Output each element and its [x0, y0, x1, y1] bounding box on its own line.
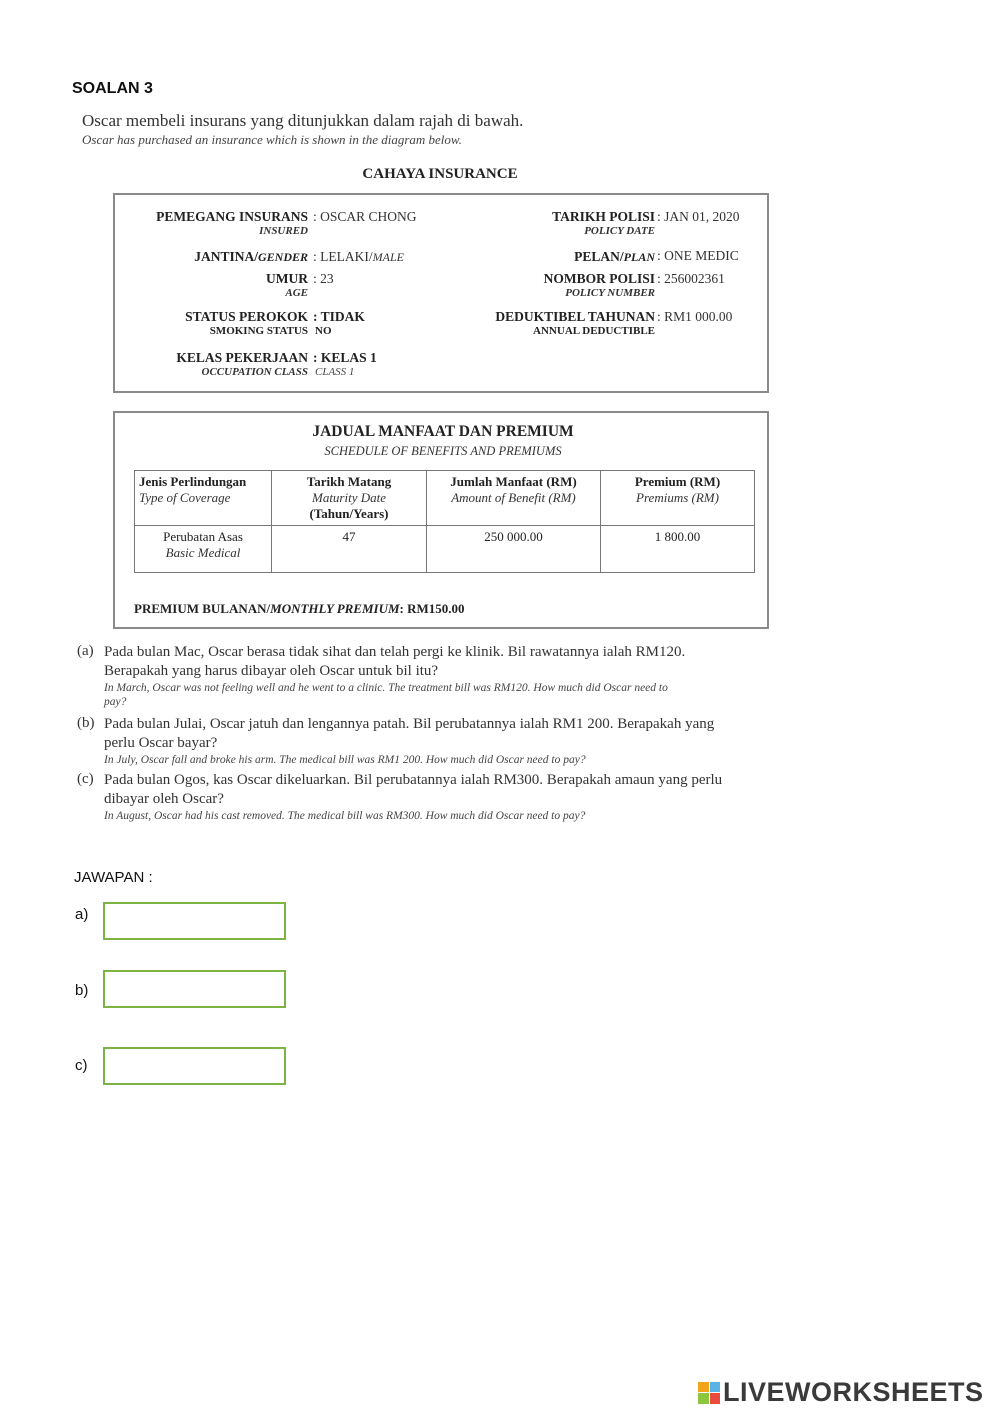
- header-benefit: Jumlah Manfaat (RM) Amount of Benefit (RM): [427, 471, 601, 526]
- header-coverage: Jenis Perlindungan Type of Coverage: [135, 471, 272, 526]
- plan-value: : ONE MEDIC: [657, 248, 739, 263]
- answer-c-input[interactable]: [103, 1047, 286, 1085]
- question-a-label: (a): [77, 643, 94, 659]
- deductible-sublabel: ANNUAL DEDUCTIBLE: [533, 325, 655, 337]
- occupation-value-en: CLASS 1: [315, 366, 355, 378]
- smoking-label-group: [115, 309, 308, 337]
- smoking-value-en: NO: [315, 325, 332, 337]
- cell-benefit: 250 000.00: [427, 526, 601, 573]
- schedule-subtitle: SCHEDULE OF BENEFITS AND PREMIUMS: [324, 444, 562, 458]
- intro-english: Oscar has purchased an insurance which is shown in the diagram below.: [82, 132, 462, 147]
- deductible-label-group: [415, 309, 655, 337]
- header-premium: Premium (RM) Premiums (RM): [601, 471, 755, 526]
- age-sublabel: AGE: [285, 287, 308, 299]
- logo-text: LIVEWORKSHEETS: [723, 1377, 984, 1407]
- question-c-ms-line1: Pada bulan Ogos, kas Oscar dikeluarkan. Bil perubatannya ialah RM300. Berapakah amaun yang perlu: [104, 772, 723, 788]
- logo-grid-icon: [698, 1382, 720, 1404]
- answer-c-label: c): [75, 1057, 88, 1074]
- question-b-en-line1: In July, Oscar fall and broke his arm. The medical bill was RM1 200. How much did Oscar need to pay?: [104, 754, 586, 766]
- answer-a-input[interactable]: [103, 902, 286, 940]
- smoking-label: STATUS PEROKOK: [185, 309, 308, 324]
- answer-a-label: a): [75, 906, 89, 923]
- policy-date-label: TARIKH POLISI: [552, 209, 655, 224]
- cell-premium: 1 800.00: [601, 526, 755, 573]
- question-a-body: [104, 643, 839, 709]
- age-label-group: [115, 271, 308, 299]
- occupation-value: : KELAS 1: [313, 350, 377, 365]
- insured-label-group: [115, 209, 308, 237]
- answers-heading: JAWAPAN :: [74, 869, 153, 886]
- answer-b-label: b): [75, 982, 89, 999]
- occupation-sublabel: OCCUPATION CLASS: [201, 366, 308, 378]
- smoking-value-group: [313, 309, 365, 337]
- benefit-table: [134, 470, 755, 573]
- question-a-ms-line1: Pada bulan Mac, Oscar berasa tidak sihat dan telah pergi ke klinik. Bil rawatannya ialah RM120.: [104, 644, 686, 660]
- question-c-body: [104, 771, 839, 823]
- question-heading: SOALAN 3: [72, 80, 153, 97]
- question-b-body: [104, 715, 839, 767]
- smoking-value: : TIDAK: [313, 309, 365, 324]
- header-maturity: Tarikh Matang Maturity Date (Tahun/Years): [272, 471, 427, 526]
- question-a-en-line2: pay?: [104, 696, 127, 708]
- smoking-sublabel: SMOKING STATUS: [209, 325, 308, 337]
- policy-number-sublabel: POLICY NUMBER: [565, 287, 655, 299]
- gender-label: JANTINA/GENDER: [194, 249, 308, 264]
- occupation-label: KELAS PEKERJAAN: [176, 350, 308, 365]
- insured-label: PEMEGANG INSURANS: [156, 209, 308, 224]
- age-label: UMUR: [266, 271, 308, 286]
- table-row: [135, 526, 755, 573]
- policy-date-value: : JAN 01, 2020: [657, 209, 740, 224]
- question-a-en-line1: In March, Oscar was not feeling well and he went to a clinic. The treatment bill was RM120. How much did Oscar need to: [104, 682, 668, 694]
- monthly-premium: PREMIUM BULANAN/MONTHLY PREMIUM: RM150.00: [134, 601, 465, 616]
- schedule-box: [113, 411, 769, 629]
- policy-number-value: : 256002361: [657, 271, 725, 286]
- table-header-row: [135, 471, 755, 526]
- question-c-label: (c): [77, 771, 94, 787]
- question-b-ms-line1: Pada bulan Julai, Oscar jatuh dan lengannya patah. Bil perubatannya ialah RM1 200. Berapakah yang: [104, 716, 715, 732]
- gender-value: : LELAKI/MALE: [313, 249, 404, 264]
- occupation-value-group: [313, 350, 377, 378]
- occupation-label-group: [115, 350, 308, 378]
- insured-sublabel: INSURED: [259, 225, 308, 237]
- question-c-en-line1: In August, Oscar had his cast removed. The medical bill was RM300. How much did Oscar need to pay?: [104, 810, 586, 822]
- question-a-ms-line2: Berapakah yang harus dibayar oleh Oscar untuk bil itu?: [104, 663, 439, 679]
- policy-date-sublabel: POLICY DATE: [584, 225, 655, 237]
- liveworksheets-logo: [698, 1377, 984, 1408]
- question-b-ms-line2: perlu Oscar bayar?: [104, 735, 218, 751]
- policy-number-label-group: [415, 271, 655, 299]
- insured-value: : OSCAR CHONG: [313, 209, 417, 224]
- policy-number-label: NOMBOR POLISI: [543, 271, 655, 286]
- cell-maturity: 47: [272, 526, 427, 573]
- cell-coverage: Perubatan Asas Basic Medical: [135, 526, 272, 573]
- answer-b-input[interactable]: [103, 970, 286, 1008]
- deductible-value: : RM1 000.00: [657, 309, 733, 324]
- policy-date-label-group: [415, 209, 655, 237]
- policy-details-box: [113, 193, 769, 393]
- age-value: : 23: [313, 271, 334, 286]
- question-c-ms-line2: dibayar oleh Oscar?: [104, 791, 224, 807]
- intro-malay: Oscar membeli insurans yang ditunjukkan dalam rajah di bawah.: [82, 111, 524, 130]
- plan-label: PELAN/PLAN: [574, 249, 655, 264]
- deductible-label: DEDUKTIBEL TAHUNAN: [495, 309, 655, 324]
- schedule-title: JADUAL MANFAAT DAN PREMIUM: [312, 423, 574, 440]
- question-b-label: (b): [77, 715, 95, 731]
- insurance-title: CAHAYA INSURANCE: [362, 166, 518, 182]
